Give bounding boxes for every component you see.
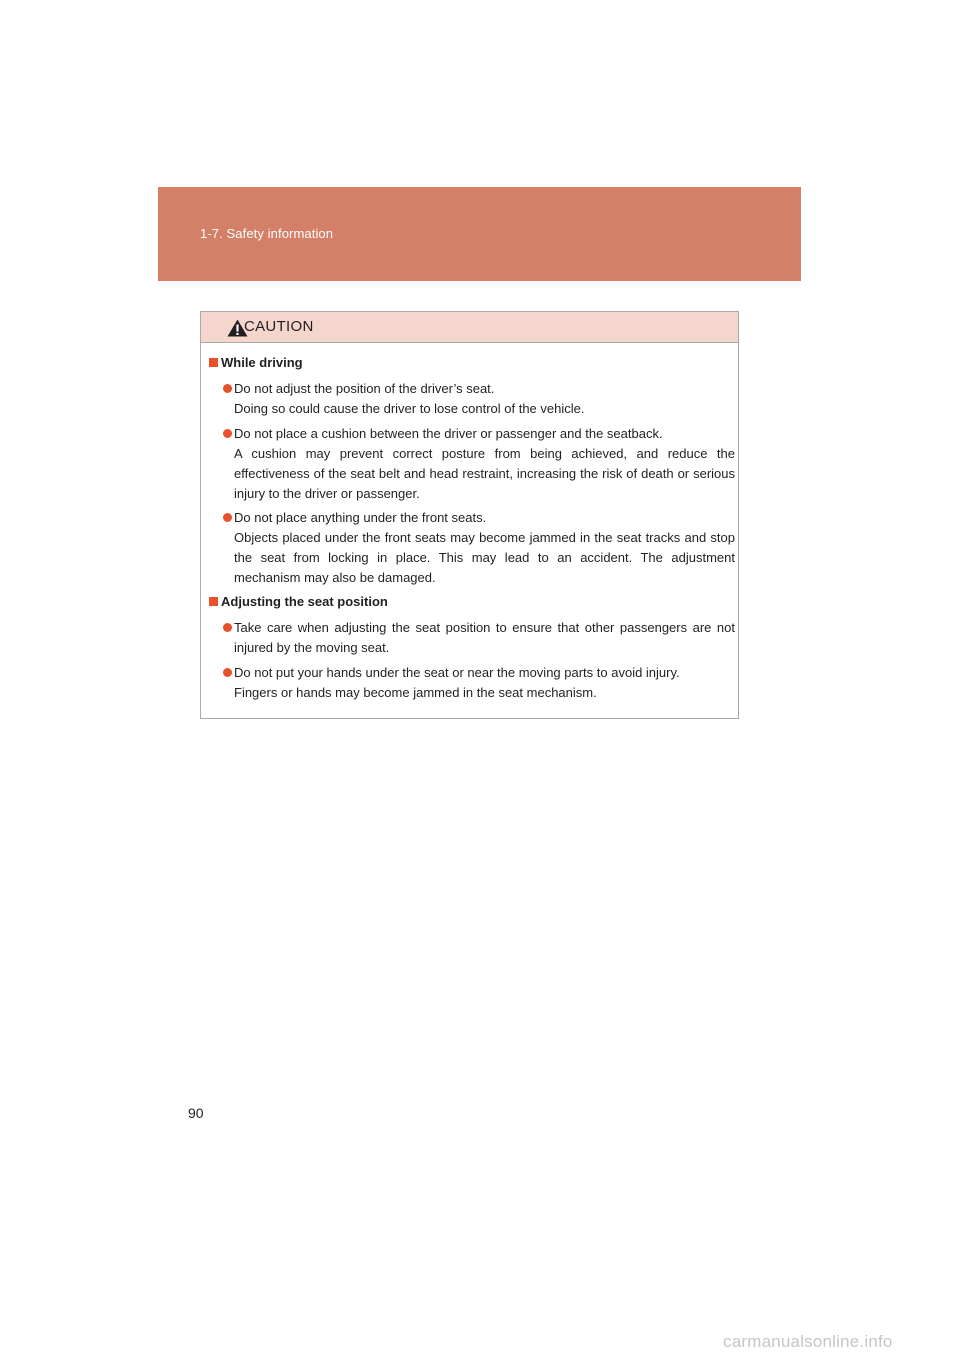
item-lead: Do not adjust the position of the driver’s seat. <box>234 381 495 396</box>
round-bullet-icon <box>223 384 232 393</box>
item-lead: Do not place a cushion between the driver or passenger and the seatback. <box>234 426 663 441</box>
section-heading-while-driving <box>209 353 303 373</box>
item-lead: Do not put your hands under the seat or near the moving parts to avoid injury. <box>234 665 680 680</box>
list-item <box>223 663 735 703</box>
item-detail: Doing so could cause the driver to lose control of the vehicle. <box>234 401 585 416</box>
square-bullet-icon <box>209 358 218 367</box>
item-detail: Fingers or hands may become jammed in the seat mechanism. <box>234 685 597 700</box>
item-lead: Take care when adjusting the seat position to ensure that other passengers are not injured by the moving seat. <box>234 620 735 655</box>
section-header-band <box>158 187 801 281</box>
item-detail: A cushion may prevent correct posture from being achieved, and reduce the effectiveness of the seat belt and head restraint, increasing the risk of death or serious injury to the driver or passenger. <box>234 446 735 501</box>
item-lead: Do not place anything under the front seats. <box>234 510 487 525</box>
round-bullet-icon <box>223 623 232 632</box>
list-item <box>223 424 735 504</box>
round-bullet-icon <box>223 513 232 522</box>
round-bullet-icon <box>223 429 232 438</box>
section-heading-label: Adjusting the seat position <box>221 594 388 609</box>
page-number: 90 <box>188 1105 204 1121</box>
square-bullet-icon <box>209 597 218 606</box>
item-detail: Objects placed under the front seats may become jammed in the seat tracks and stop the seat from locking in place. This may lead to an accident. The adjustment mechanism may also be damaged. <box>234 530 735 585</box>
section-heading-adjusting-seat <box>209 592 388 612</box>
round-bullet-icon <box>223 668 232 677</box>
caution-box <box>200 311 739 719</box>
list-item <box>223 618 735 658</box>
list-item <box>223 379 735 419</box>
list-item <box>223 508 735 588</box>
caution-title: CAUTION <box>244 318 314 335</box>
section-title: 1-7. Safety information <box>200 226 334 241</box>
caution-header <box>201 312 738 343</box>
section-heading-label: While driving <box>221 355 303 370</box>
watermark: carmanualsonline.info <box>723 1332 893 1351</box>
